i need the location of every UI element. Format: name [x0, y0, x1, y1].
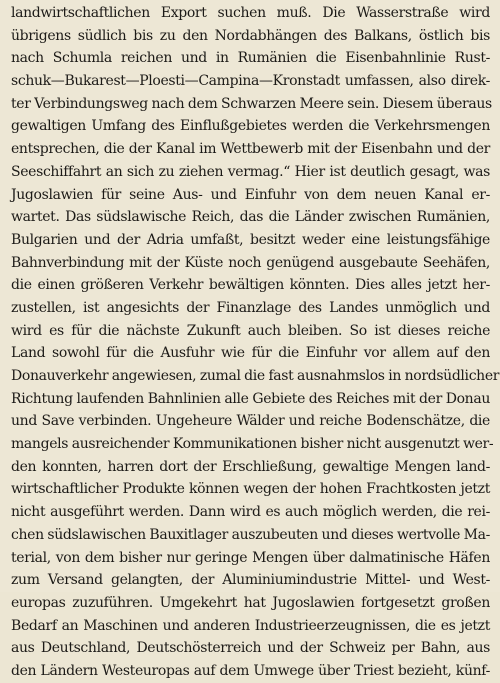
text-line-27: europas zuzuführen. Umgekehrt hat Jugoslawien fortgesetzt großen — [11, 594, 490, 611]
text-line-11: Bulgarien und der Adria umfaßt, besitzt weder eine leistungsfähige — [11, 231, 490, 248]
text-line-9: Jugoslawien für seine Aus- und Einfuhr von dem neuen Kanal er- — [11, 186, 490, 203]
text-line-20: mangels ausreichender Kommunikationen bisher nicht ausgenutzt wer- — [11, 436, 494, 453]
text-line-6: gewaltigen Umfang des Einflußgebietes werden die Verkehrsmengen — [11, 118, 490, 135]
text-line-26: zum Versand gelangten, der Aluminiumindustrie Mittel- und West- — [11, 572, 490, 589]
text-line-14: zustellen, ist angesichts der Finanzlage des Landes unmöglich und — [11, 299, 490, 316]
text-line-15: wird es für die nächste Zukunft auch bleiben. So ist dieses reiche — [11, 322, 490, 339]
text-line-3: nach Schumla reichen und in Rumänien die Eisenbahnlinie Rust- — [11, 50, 490, 67]
text-line-25: terial, von dem bisher nur geringe Mengen über dalmatinische Häfen — [11, 549, 490, 566]
text-line-29: aus Deutschland, Deutschösterreich und der Schweiz per Bahn, aus — [11, 640, 490, 657]
text-line-22: wirtschaftlicher Produkte können wegen der hohen Frachtkosten jetzt — [11, 481, 490, 498]
text-line-24: chen südslawischen Bauxitlager auszubeuten und dieses wertvolle Ma- — [11, 526, 490, 543]
text-line-1: landwirtschaftlichen Export suchen muß. Die Wasserstraße wird — [11, 5, 490, 21]
text-line-10: wartet. Das südslawische Reich, das die Länder zwischen Rumänien, — [11, 209, 490, 226]
text-line-28: Bedarf an Maschinen und anderen Industrieerzeugnissen, die es jetzt — [11, 617, 490, 634]
text-line-30: den Ländern Westeuropas auf dem Umwege über Triest bezieht, künf- — [11, 662, 490, 679]
text-line-8: Seeschiffahrt an sich zu ziehen vermag.“ Hier ist deutlich gesagt, was — [11, 163, 490, 180]
text-line-21: den konnten, harren dort der Erschließung, gewaltige Mengen land- — [11, 458, 490, 475]
text-line-7: entsprechen, die der Kanal im Wettbewerb mit der Eisenbahn und der — [11, 141, 490, 158]
text-line-13: die einen größeren Verkehr bewältigen könnten. Dies alles jetzt her- — [11, 277, 490, 294]
text-line-17: Donauverkehr angewiesen, zumal die fast ausnahmslos in nordsüdlicher — [11, 368, 500, 384]
text-line-4: schuk—Bukarest—Ploesti—Campina—Kronstadt umfassen, also direk- — [11, 73, 490, 90]
text-line-12: Bahnverbindung mit der Küste noch genügend ausgebaute Seehäfen, — [11, 254, 490, 271]
text-line-16: Land sowohl für die Ausfuhr wie für die Einfuhr vor allem auf den — [11, 345, 490, 362]
text-line-2: übrigens südlich bis zu den Nordabhängen des Balkans, östlich bis — [11, 27, 490, 44]
text-line-23: nicht ausgeführt werden. Dann wird es auch möglich werden, die rei- — [11, 504, 490, 521]
text-line-5: ter Verbindungsweg nach dem Schwarzen Meere sein. Diesem überaus — [11, 95, 492, 112]
text-line-19: und Save verbinden. Ungeheure Wälder und reiche Bodenschätze, die — [11, 413, 490, 430]
text-line-18: Richtung laufenden Bahnlinien alle Gebiete des Reiches mit der Donau — [11, 390, 490, 407]
